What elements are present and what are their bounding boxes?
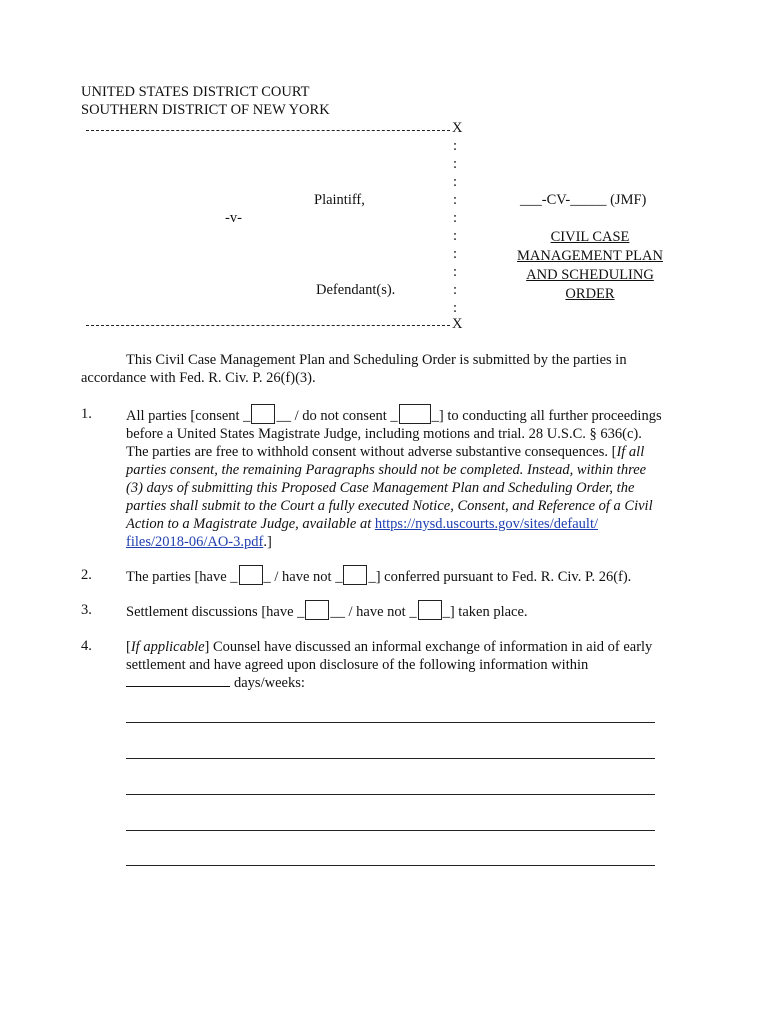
document-title-line: AND SCHEDULING [526, 267, 654, 283]
settlement-have-checkbox[interactable] [305, 600, 329, 620]
caption-colon: : [453, 228, 458, 244]
document-title-line: MANAGEMENT PLAN [517, 248, 663, 264]
settlement-have-not-checkbox[interactable] [418, 600, 442, 620]
defendant-label: Defendant(s). [316, 282, 396, 298]
case-number: ___-CV-_____ (JMF) [520, 192, 647, 208]
do-not-consent-checkbox[interactable] [399, 404, 431, 424]
item1-line1-end: _] to conducting all further proceedings [431, 408, 662, 424]
item4-number: 4. [81, 638, 92, 654]
caption-x-top: X [452, 120, 463, 136]
item1-line5: (3) days of submitting this Proposed Case Management Plan and Scheduling Order, the [126, 480, 635, 496]
consent-checkbox[interactable] [251, 404, 275, 424]
conferred-have-not-checkbox[interactable] [343, 565, 367, 585]
caption-colon: : [453, 210, 458, 226]
caption-x-bottom: X [452, 316, 463, 332]
court-name-line2: SOUTHERN DISTRICT OF NEW YORK [81, 102, 330, 118]
caption-colon: : [453, 138, 458, 154]
ao3-form-link[interactable]: https://nysd.uscourts.gov/sites/default/ [374, 516, 599, 532]
item1-line3-italic: If all [616, 444, 645, 460]
item1-line3: The parties are free to withhold consent without adverse substantive consequences. [ [126, 444, 617, 460]
caption-colon: : [453, 174, 458, 190]
disclosure-fill-line[interactable] [126, 794, 655, 795]
item2-have-text: The parties [have _ [126, 569, 238, 585]
caption-colon: : [453, 192, 458, 208]
item4-line3: days/weeks: [234, 675, 305, 691]
caption-dashed-rule-top [86, 130, 450, 131]
intro-line1: This Civil Case Management Plan and Scheduling Order is submitted by the parties in [126, 352, 627, 368]
document-title-line: CIVIL CASE [550, 229, 630, 245]
item1-consent-text: All parties [consent _ [126, 408, 251, 424]
item1-line2: before a United States Magistrate Judge, including motions and trial. 28 U.S.C. § 636(c). [126, 426, 642, 442]
plaintiff-label: Plaintiff, [314, 192, 365, 208]
item2-number: 2. [81, 567, 92, 583]
item1-line6: parties shall submit to the Court a fully executed Notice, Consent, and Reference of a Civil [126, 498, 653, 514]
document-title [505, 228, 675, 304]
caption-colon: : [453, 156, 458, 172]
item3-have-text: Settlement discussions [have _ [126, 604, 305, 620]
caption-colon: : [453, 282, 458, 298]
ao3-form-link-cont[interactable]: files/2018-06/AO-3.pdf [126, 534, 264, 550]
disclosure-fill-line[interactable] [126, 865, 655, 866]
court-name-line1: UNITED STATES DISTRICT COURT [81, 84, 310, 100]
item1-line8-end: .] [263, 534, 272, 550]
disclosure-fill-line[interactable] [126, 830, 655, 831]
item1-number: 1. [81, 406, 92, 422]
item4-if-applicable: If applicable [130, 639, 205, 655]
disclosure-fill-line[interactable] [126, 722, 655, 723]
days-weeks-blank[interactable] [126, 674, 230, 687]
caption-dashed-rule-bottom [86, 325, 450, 326]
item1-line4: parties consent, the remaining Paragraphs should not be completed. Instead, within three [126, 462, 647, 478]
disclosure-fill-line[interactable] [126, 758, 655, 759]
item2-text [126, 565, 631, 586]
conferred-have-checkbox[interactable] [239, 565, 263, 585]
item2-end-text: _] conferred pursuant to Fed. R. Civ. P. 26(f). [368, 569, 632, 585]
document-title-line: ORDER [565, 286, 615, 302]
item1-text [126, 404, 686, 551]
caption-colon: : [453, 300, 458, 316]
versus-label: -v- [225, 210, 242, 226]
item4-text: [If applicable] Counsel have discussed an informal exchange of information in aid of early settlement and have agreed upon disclosure of the following information within days/weeks: [126, 638, 686, 692]
item3-number: 3. [81, 602, 92, 618]
item2-have-not-text: _ / have not _ [263, 569, 343, 585]
item4-line1: ] Counsel have discussed an informal exchange of information in aid of early [204, 639, 653, 655]
caption-colon: : [453, 246, 458, 262]
item1-not-consent-text: __ / do not consent _ [276, 408, 398, 424]
caption-colon: : [453, 264, 458, 280]
item3-end-text: _] taken place. [442, 604, 528, 620]
item3-have-not-text: __ / have not _ [330, 604, 417, 620]
intro-line2: accordance with Fed. R. Civ. P. 26(f)(3). [81, 370, 316, 386]
item1-line7: Action to a Magistrate Judge, available at [126, 516, 375, 532]
item3-text [126, 600, 528, 621]
item4-line2: settlement and have agreed upon disclosure of the following information within [126, 657, 589, 673]
